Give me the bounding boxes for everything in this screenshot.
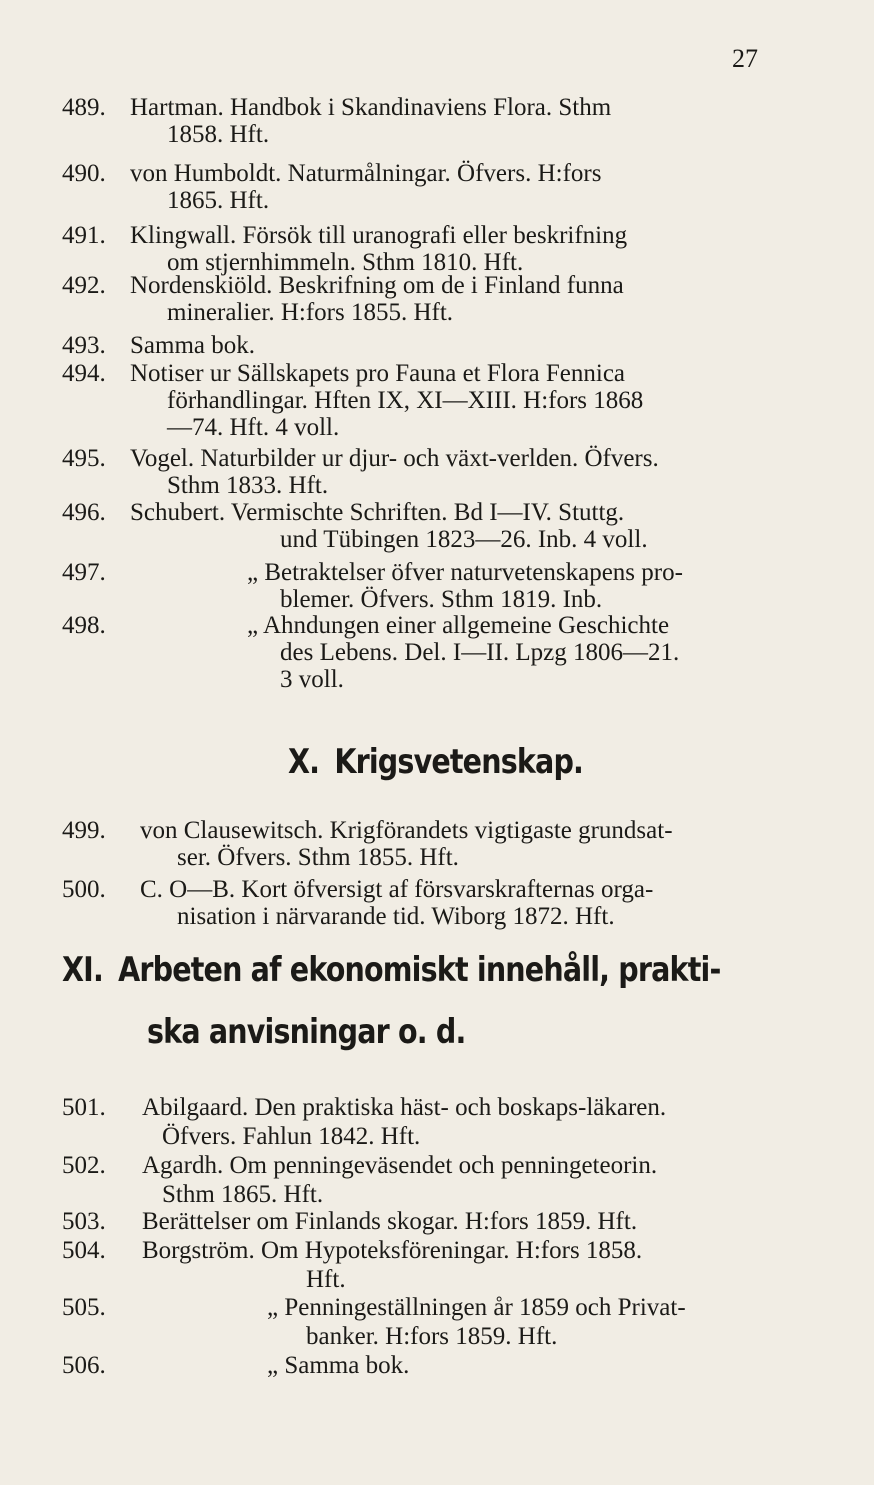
entry-text: Notiser ur Sällskapets pro Fauna et Flora Fennica [130, 360, 626, 387]
entry-text-continued: Hft. [306, 1266, 346, 1293]
entry-text: „ Betraktelser öfver naturvetenskapens pro- [247, 559, 683, 586]
section-heading-xi [62, 950, 720, 990]
entry-text: „ Ahndungen einer allgemeine Geschichte [247, 612, 670, 639]
entry-text: C. O—B. Kort öfversigt af försvarskrafternas orga- [140, 876, 654, 903]
entry-number: 494. [62, 360, 106, 387]
entry-number: 497. [62, 559, 106, 586]
entry-number: 496. [62, 499, 106, 526]
entry-number: 499. [62, 817, 106, 844]
entry-text-continued: 3 voll. [280, 666, 344, 693]
entry-text-continued: banker. H:fors 1859. Hft. [306, 1323, 558, 1350]
section-heading-x [288, 742, 583, 782]
entry-text: Nordenskiöld. Beskrifning om de i Finland funna [130, 272, 624, 299]
section-heading-xi-continued [147, 1012, 465, 1052]
entry-number: 506. [62, 1352, 106, 1379]
section-title-continued: ska anvisningar o. d. [147, 1012, 466, 1052]
entry-text: Hartman. Handbok i Skandinaviens Flora. Sthm [130, 94, 612, 121]
entry-text-continued: —74. Hft. 4 voll. [167, 414, 340, 441]
entry-text-continued: förhandlingar. Hften IX, XI—XIII. H:fors 1868 [167, 387, 644, 414]
entry-number: 500. [62, 876, 106, 903]
entry-text-continued: Öfvers. Fahlun 1842. Hft. [162, 1123, 421, 1150]
entry-text: „ Samma bok. [267, 1352, 410, 1379]
entry-number: 501. [62, 1094, 106, 1121]
section-roman-numeral: XI. [62, 950, 103, 990]
entry-text: Berättelser om Finlands skogar. H:fors 1859. Hft. [142, 1208, 638, 1235]
entry-text-continued: Sthm 1833. Hft. [167, 472, 329, 499]
entry-text-continued: om stjernhimmeln. Sthm 1810. Hft. [167, 249, 524, 276]
entry-text: Vogel. Naturbilder ur djur- och växt-verlden. Öfvers. [130, 445, 659, 472]
entry-text: Agardh. Om penningeväsendet och penningeteorin. [142, 1152, 658, 1179]
section-title: Arbeten af ekonomiskt innehåll, prakti- [118, 950, 721, 990]
entry-text-continued: des Lebens. Del. I—II. Lpzg 1806—21. [280, 639, 680, 666]
section-title: Krigsvetenskap. [334, 742, 584, 782]
entry-text-continued: 1858. Hft. [167, 121, 270, 148]
entry-text: „ Penningeställningen år 1859 och Privat- [267, 1294, 686, 1321]
entry-text-continued: blemer. Öfvers. Sthm 1819. Inb. [280, 586, 603, 613]
entry-number: 505. [62, 1294, 106, 1321]
entry-text: Klingwall. Försök till uranografi eller beskrifning [130, 222, 628, 249]
entry-number: 503. [62, 1208, 106, 1235]
entry-number: 489. [62, 94, 106, 121]
entry-text: von Clausewitsch. Krigförandets vigtigaste grundsat- [140, 817, 673, 844]
entry-text: Abilgaard. Den praktiska häst- och boskaps-läkaren. [142, 1094, 667, 1121]
entry-text: Samma bok. [130, 332, 255, 359]
entry-text-continued: nisation i närvarande tid. Wiborg 1872. Hft. [177, 903, 615, 930]
entry-text: von Humboldt. Naturmålningar. Öfvers. H:fors [130, 160, 602, 187]
entry-text-continued: 1865. Hft. [167, 187, 270, 214]
entry-number: 493. [62, 332, 106, 359]
page-number: 27 [732, 44, 758, 73]
entry-number: 504. [62, 1237, 106, 1264]
entry-text: Schubert. Vermischte Schriften. Bd I—IV. Stuttg. [130, 499, 625, 526]
entry-number: 495. [62, 445, 106, 472]
entry-number: 490. [62, 160, 106, 187]
entry-number: 492. [62, 272, 106, 299]
entry-number: 502. [62, 1152, 106, 1179]
entry-text-continued: mineralier. H:fors 1855. Hft. [167, 299, 454, 326]
entry-text: Borgström. Om Hypoteksföreningar. H:fors 1858. [142, 1237, 643, 1264]
entry-text-continued: und Tübingen 1823—26. Inb. 4 voll. [280, 526, 648, 553]
section-roman-numeral: X. [288, 742, 320, 782]
entry-text-continued: ser. Öfvers. Sthm 1855. Hft. [177, 844, 459, 871]
entry-number: 498. [62, 612, 106, 639]
entry-number: 491. [62, 222, 106, 249]
entry-text-continued: Sthm 1865. Hft. [162, 1181, 324, 1208]
